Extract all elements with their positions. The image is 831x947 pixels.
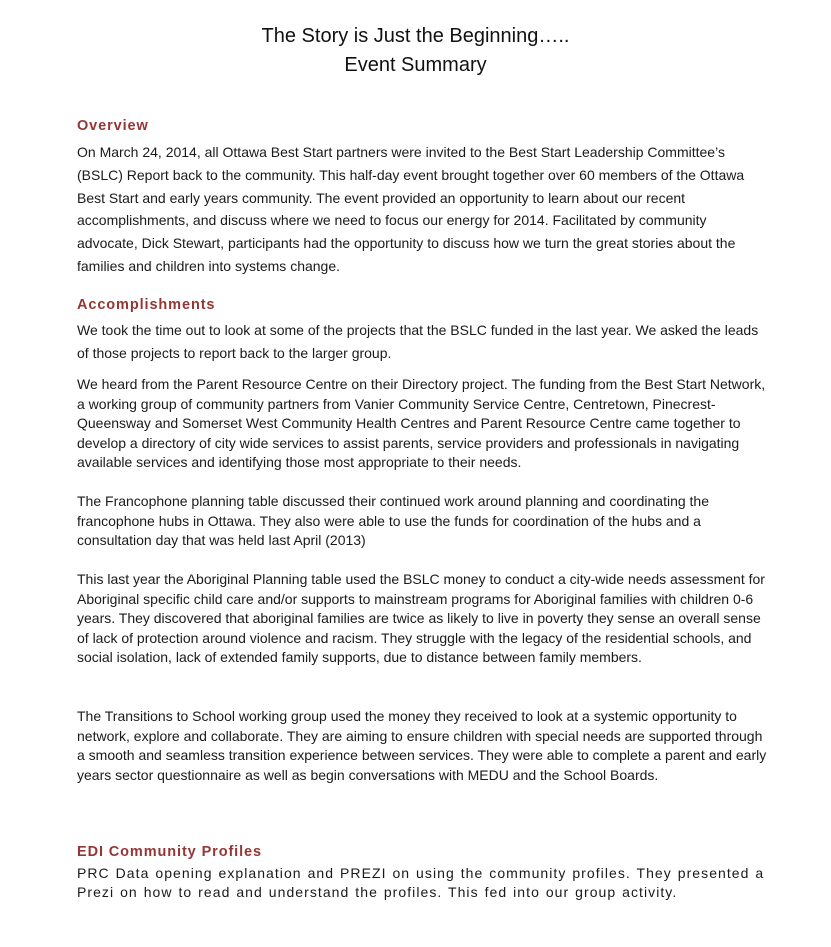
document-subtitle: Event Summary	[344, 54, 487, 76]
accomplishments-paragraph-4: This last year the Aboriginal Planning table used the BSLC money to conduct a city-wide needs assessment for Aboriginal specific child care and/or supports to mainstream programs for Aboriginal families with children 0-6 years. They discovered that aboriginal families are twice as likely to live in poverty they sense an overall sense of lack of protection around violence and racism. They struggle with the legacy of the residential schools, and social isolation, lack of extended family supports, due to distance between family members.	[77, 571, 765, 666]
document-title: The Story is Just the Beginning…..	[261, 25, 570, 47]
accomplishments-paragraph-1: We took the time out to look at some of the projects that the BSLC funded in the last year. We asked the leads of those projects to report back to the larger group.	[77, 322, 759, 361]
section-heading-edi-profiles: EDI Community Profiles	[77, 844, 262, 860]
accomplishments-paragraph-2: We heard from the Parent Resource Centre on their Directory project. The funding from the Best Start Network, a working group of community partners from Vanier Community Service Centre, Centretown, Pinecrest-Queensway and Somerset West Community Health Centres and Parent Resource Centre came together to develop a directory of city wide services to assist parents, service providers and professionals in navigating available services and identifying those most appropriate to their needs.	[77, 376, 766, 471]
accomplishments-paragraph-5: The Transitions to School working group used the money they received to look at a systemic opportunity to network, explore and collaborate. They are aiming to ensure children with special needs are supported through a smooth and seamless transition experience between services. They were able to complete a parent and early years sector questionnaire as well as begin conversations with MEDU and the School Boards.	[77, 708, 767, 783]
edi-profiles-paragraph: PRC Data opening explanation and PREZI on using the community profiles. They presented a Prezi on how to read and understand the profiles. This fed into our group activity.	[77, 865, 765, 900]
section-heading-overview: Overview	[77, 118, 149, 134]
accomplishments-paragraph-3: The Francophone planning table discussed their continued work around planning and coordinating the francophone hubs in Ottawa. They also were able to use the funds for coordination of the hubs and a consultation day that was held last April (2013)	[77, 493, 709, 549]
overview-paragraph: On March 24, 2014, all Ottawa Best Start partners were invited to the Best Start Leadership Committee’s (BSLC) Report back to the community. This half-day event brought together over 60 members of the Ottawa Best Start and early years community. The event provided an opportunity to learn about our recent accomplishments, and discuss where we need to focus our energy for 2014. Facilitated by community advocate, Dick Stewart, participants had the opportunity to discuss how we turn the great stories about the families and children into systems change.	[77, 144, 745, 274]
section-heading-accomplishments: Accomplishments	[77, 297, 216, 313]
